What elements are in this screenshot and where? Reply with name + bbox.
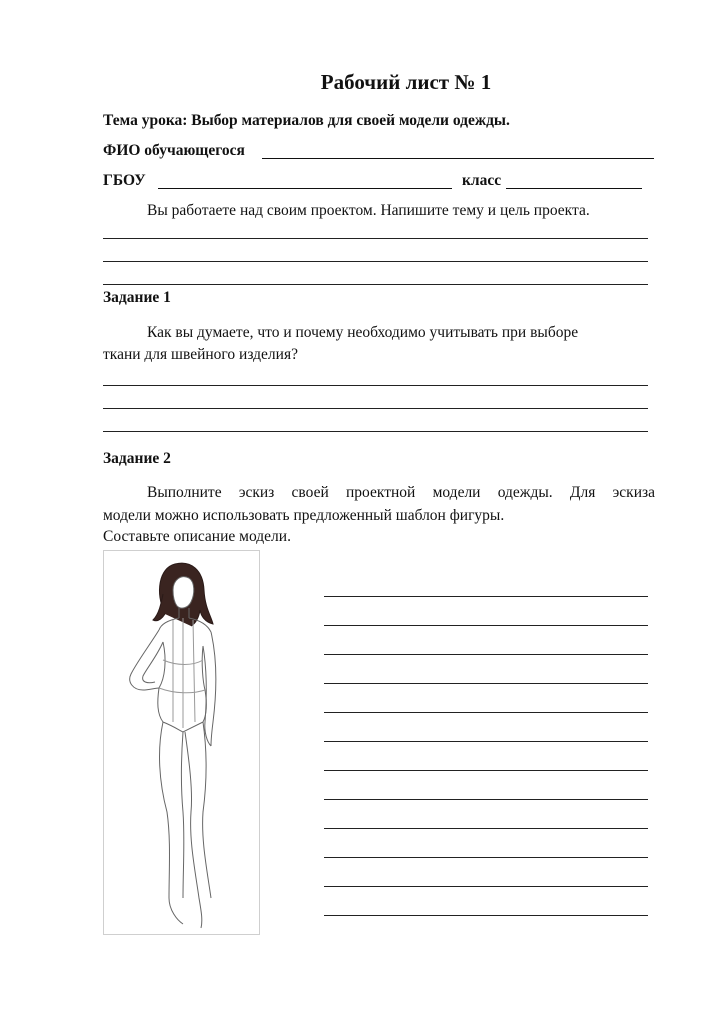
task1-heading: Задание 1 [103, 289, 171, 306]
description-line[interactable] [324, 770, 648, 771]
school-label: ГБОУ [103, 172, 146, 189]
answer-line[interactable] [103, 238, 648, 239]
description-line[interactable] [324, 741, 648, 742]
task2-text-line2: модели можно использовать предложенный шаблон фигуры. [103, 507, 505, 524]
description-line[interactable] [324, 683, 648, 684]
project-intro: Вы работаете над своим проектом. Напишите тему и цель проекта. [147, 202, 590, 219]
task2-text-line3: Составьте описание модели. [103, 528, 291, 545]
task1-question-line2: ткани для швейного изделия? [103, 346, 298, 363]
answer-line[interactable] [103, 408, 648, 409]
class-input-line[interactable] [506, 188, 642, 189]
fio-label: ФИО обучающегося [103, 142, 245, 159]
task1-question-line1: Как вы думаете, что и почему необходимо учитывать при выборе [147, 324, 579, 341]
lesson-topic: Тема урока: Выбор материалов для своей модели одежды. [103, 112, 510, 129]
answer-line[interactable] [103, 385, 648, 386]
class-label: класс [462, 172, 502, 189]
answer-line[interactable] [103, 284, 648, 285]
description-line[interactable] [324, 828, 648, 829]
description-line[interactable] [324, 654, 648, 655]
description-line[interactable] [324, 625, 648, 626]
answer-line[interactable] [103, 261, 648, 262]
description-line[interactable] [324, 596, 648, 597]
description-line[interactable] [324, 712, 648, 713]
school-input-line[interactable] [158, 188, 452, 189]
task2-heading: Задание 2 [103, 450, 171, 467]
description-line[interactable] [324, 857, 648, 858]
answer-line[interactable] [103, 431, 648, 432]
task2-text-line1: Выполните эскиз своей проектной модели одежды. Для эскиза [147, 484, 655, 501]
fio-input-line[interactable] [262, 158, 654, 159]
description-line[interactable] [324, 799, 648, 800]
worksheet-title: Рабочий лист № 1 [320, 70, 492, 94]
description-line[interactable] [324, 915, 648, 916]
figure-template-icon [103, 550, 260, 935]
description-line[interactable] [324, 886, 648, 887]
female-figure-icon [103, 550, 260, 935]
